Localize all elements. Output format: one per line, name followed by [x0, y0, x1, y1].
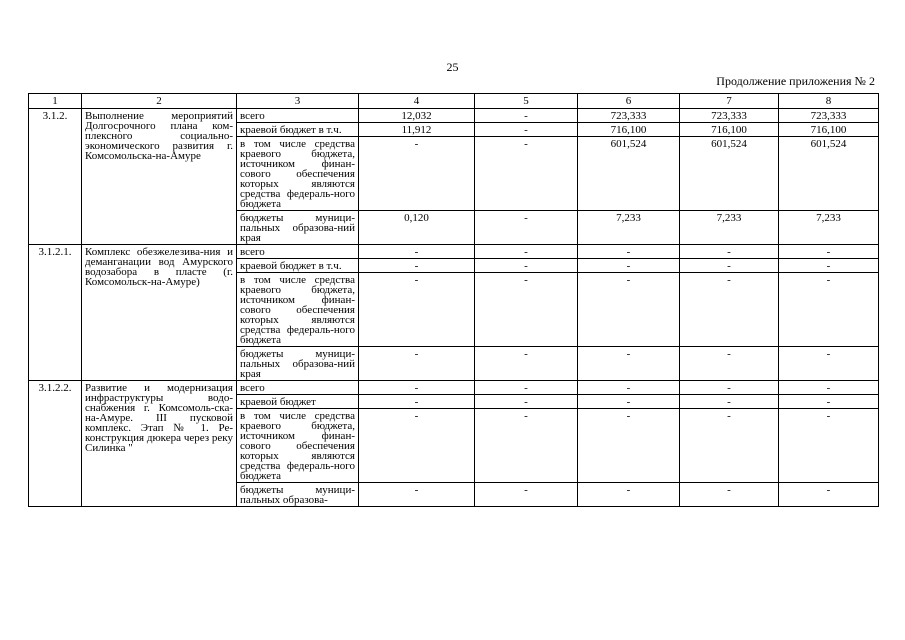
item-name: Развитие и модернизация инфраструктуры водо-снабжения г. Комсомоль-ска-на-Амуре. III пусковой комплекс. Этап № 1. Ре-конструкция дюкера через реку Силинка ": [82, 381, 237, 507]
value-cell: 723,333: [680, 109, 779, 123]
continuation-note: Продолжение приложения № 2: [716, 74, 875, 88]
value-cell: -: [680, 409, 779, 483]
value-cell: -: [359, 395, 475, 409]
funding-source: краевой бюджет в т.ч.: [237, 259, 359, 273]
value-cell: -: [359, 245, 475, 259]
value-cell: -: [680, 483, 779, 507]
value-cell: -: [779, 381, 879, 395]
value-cell: -: [475, 137, 578, 211]
item-number: 3.1.2.2.: [29, 381, 82, 507]
value-cell: -: [475, 409, 578, 483]
value-cell: 601,524: [779, 137, 879, 211]
column-header: 1: [29, 94, 82, 109]
value-cell: -: [475, 123, 578, 137]
value-cell: 7,233: [578, 211, 680, 245]
value-cell: -: [779, 259, 879, 273]
value-cell: 601,524: [680, 137, 779, 211]
value-cell: -: [680, 259, 779, 273]
value-cell: -: [578, 381, 680, 395]
item-number: 3.1.2.1.: [29, 245, 82, 381]
value-cell: -: [779, 483, 879, 507]
value-cell: -: [475, 347, 578, 381]
value-cell: 601,524: [578, 137, 680, 211]
budget-table: [28, 93, 879, 507]
value-cell: -: [578, 395, 680, 409]
value-cell: -: [359, 483, 475, 507]
value-cell: -: [359, 137, 475, 211]
value-cell: -: [359, 347, 475, 381]
column-header: 2: [82, 94, 237, 109]
value-cell: -: [680, 347, 779, 381]
item-name: Комплекс обезжелезива-ния и деманганации вод Амурского водозабора в пласте (г. Комсомольск-на-Амуре): [82, 245, 237, 381]
funding-source: всего: [237, 381, 359, 395]
value-cell: -: [779, 273, 879, 347]
funding-source: бюджеты муници-пальных образова-: [237, 483, 359, 507]
item-number: 3.1.2.: [29, 109, 82, 245]
value-cell: -: [359, 381, 475, 395]
value-cell: 11,912: [359, 123, 475, 137]
value-cell: 12,032: [359, 109, 475, 123]
column-header: 3: [237, 94, 359, 109]
value-cell: 716,100: [779, 123, 879, 137]
value-cell: 723,333: [578, 109, 680, 123]
value-cell: -: [680, 395, 779, 409]
value-cell: -: [779, 409, 879, 483]
item-name: Выполнение мероприятий Долгосрочного плана ком-плексного социально-экономического развития г. Комсомольска-на-Амуре: [82, 109, 237, 245]
value-cell: -: [475, 211, 578, 245]
value-cell: -: [578, 347, 680, 381]
value-cell: -: [578, 409, 680, 483]
funding-source: краевой бюджет в т.ч.: [237, 123, 359, 137]
value-cell: -: [475, 259, 578, 273]
column-header: 6: [578, 94, 680, 109]
value-cell: -: [578, 483, 680, 507]
value-cell: -: [680, 381, 779, 395]
value-cell: -: [475, 273, 578, 347]
value-cell: -: [475, 381, 578, 395]
page-number: 25: [446, 60, 459, 74]
header-row: [29, 94, 879, 109]
table-row: [29, 381, 879, 395]
column-header: 4: [359, 94, 475, 109]
value-cell: -: [475, 109, 578, 123]
value-cell: 716,100: [578, 123, 680, 137]
table-row: [29, 109, 879, 123]
funding-source: в том числе средства краевого бюджета, источником финан-сового обеспечения которых являются средства федераль-ного бюджета: [237, 137, 359, 211]
value-cell: 7,233: [779, 211, 879, 245]
value-cell: -: [359, 409, 475, 483]
table-row: [29, 245, 879, 259]
funding-source: всего: [237, 109, 359, 123]
value-cell: -: [359, 273, 475, 347]
value-cell: 723,333: [779, 109, 879, 123]
value-cell: -: [779, 245, 879, 259]
value-cell: -: [779, 395, 879, 409]
value-cell: -: [779, 347, 879, 381]
funding-source: всего: [237, 245, 359, 259]
value-cell: -: [680, 245, 779, 259]
funding-source: в том числе средства краевого бюджета, источником финан-сового обеспечения которых являются средства федераль-ного бюджета: [237, 273, 359, 347]
column-header: 8: [779, 94, 879, 109]
funding-source: бюджеты муници-пальных образова-ний края: [237, 347, 359, 381]
column-header: 5: [475, 94, 578, 109]
value-cell: -: [475, 395, 578, 409]
value-cell: 0,120: [359, 211, 475, 245]
funding-source: в том числе средства краевого бюджета, источником финан-сового обеспечения которых являются средства федераль-ного бюджета: [237, 409, 359, 483]
column-header: 7: [680, 94, 779, 109]
value-cell: -: [578, 245, 680, 259]
value-cell: -: [475, 483, 578, 507]
value-cell: -: [578, 273, 680, 347]
value-cell: 716,100: [680, 123, 779, 137]
value-cell: -: [578, 259, 680, 273]
funding-source: бюджеты муници-пальных образова-ний края: [237, 211, 359, 245]
value-cell: -: [680, 273, 779, 347]
funding-source: краевой бюджет: [237, 395, 359, 409]
value-cell: -: [475, 245, 578, 259]
value-cell: 7,233: [680, 211, 779, 245]
value-cell: -: [359, 259, 475, 273]
